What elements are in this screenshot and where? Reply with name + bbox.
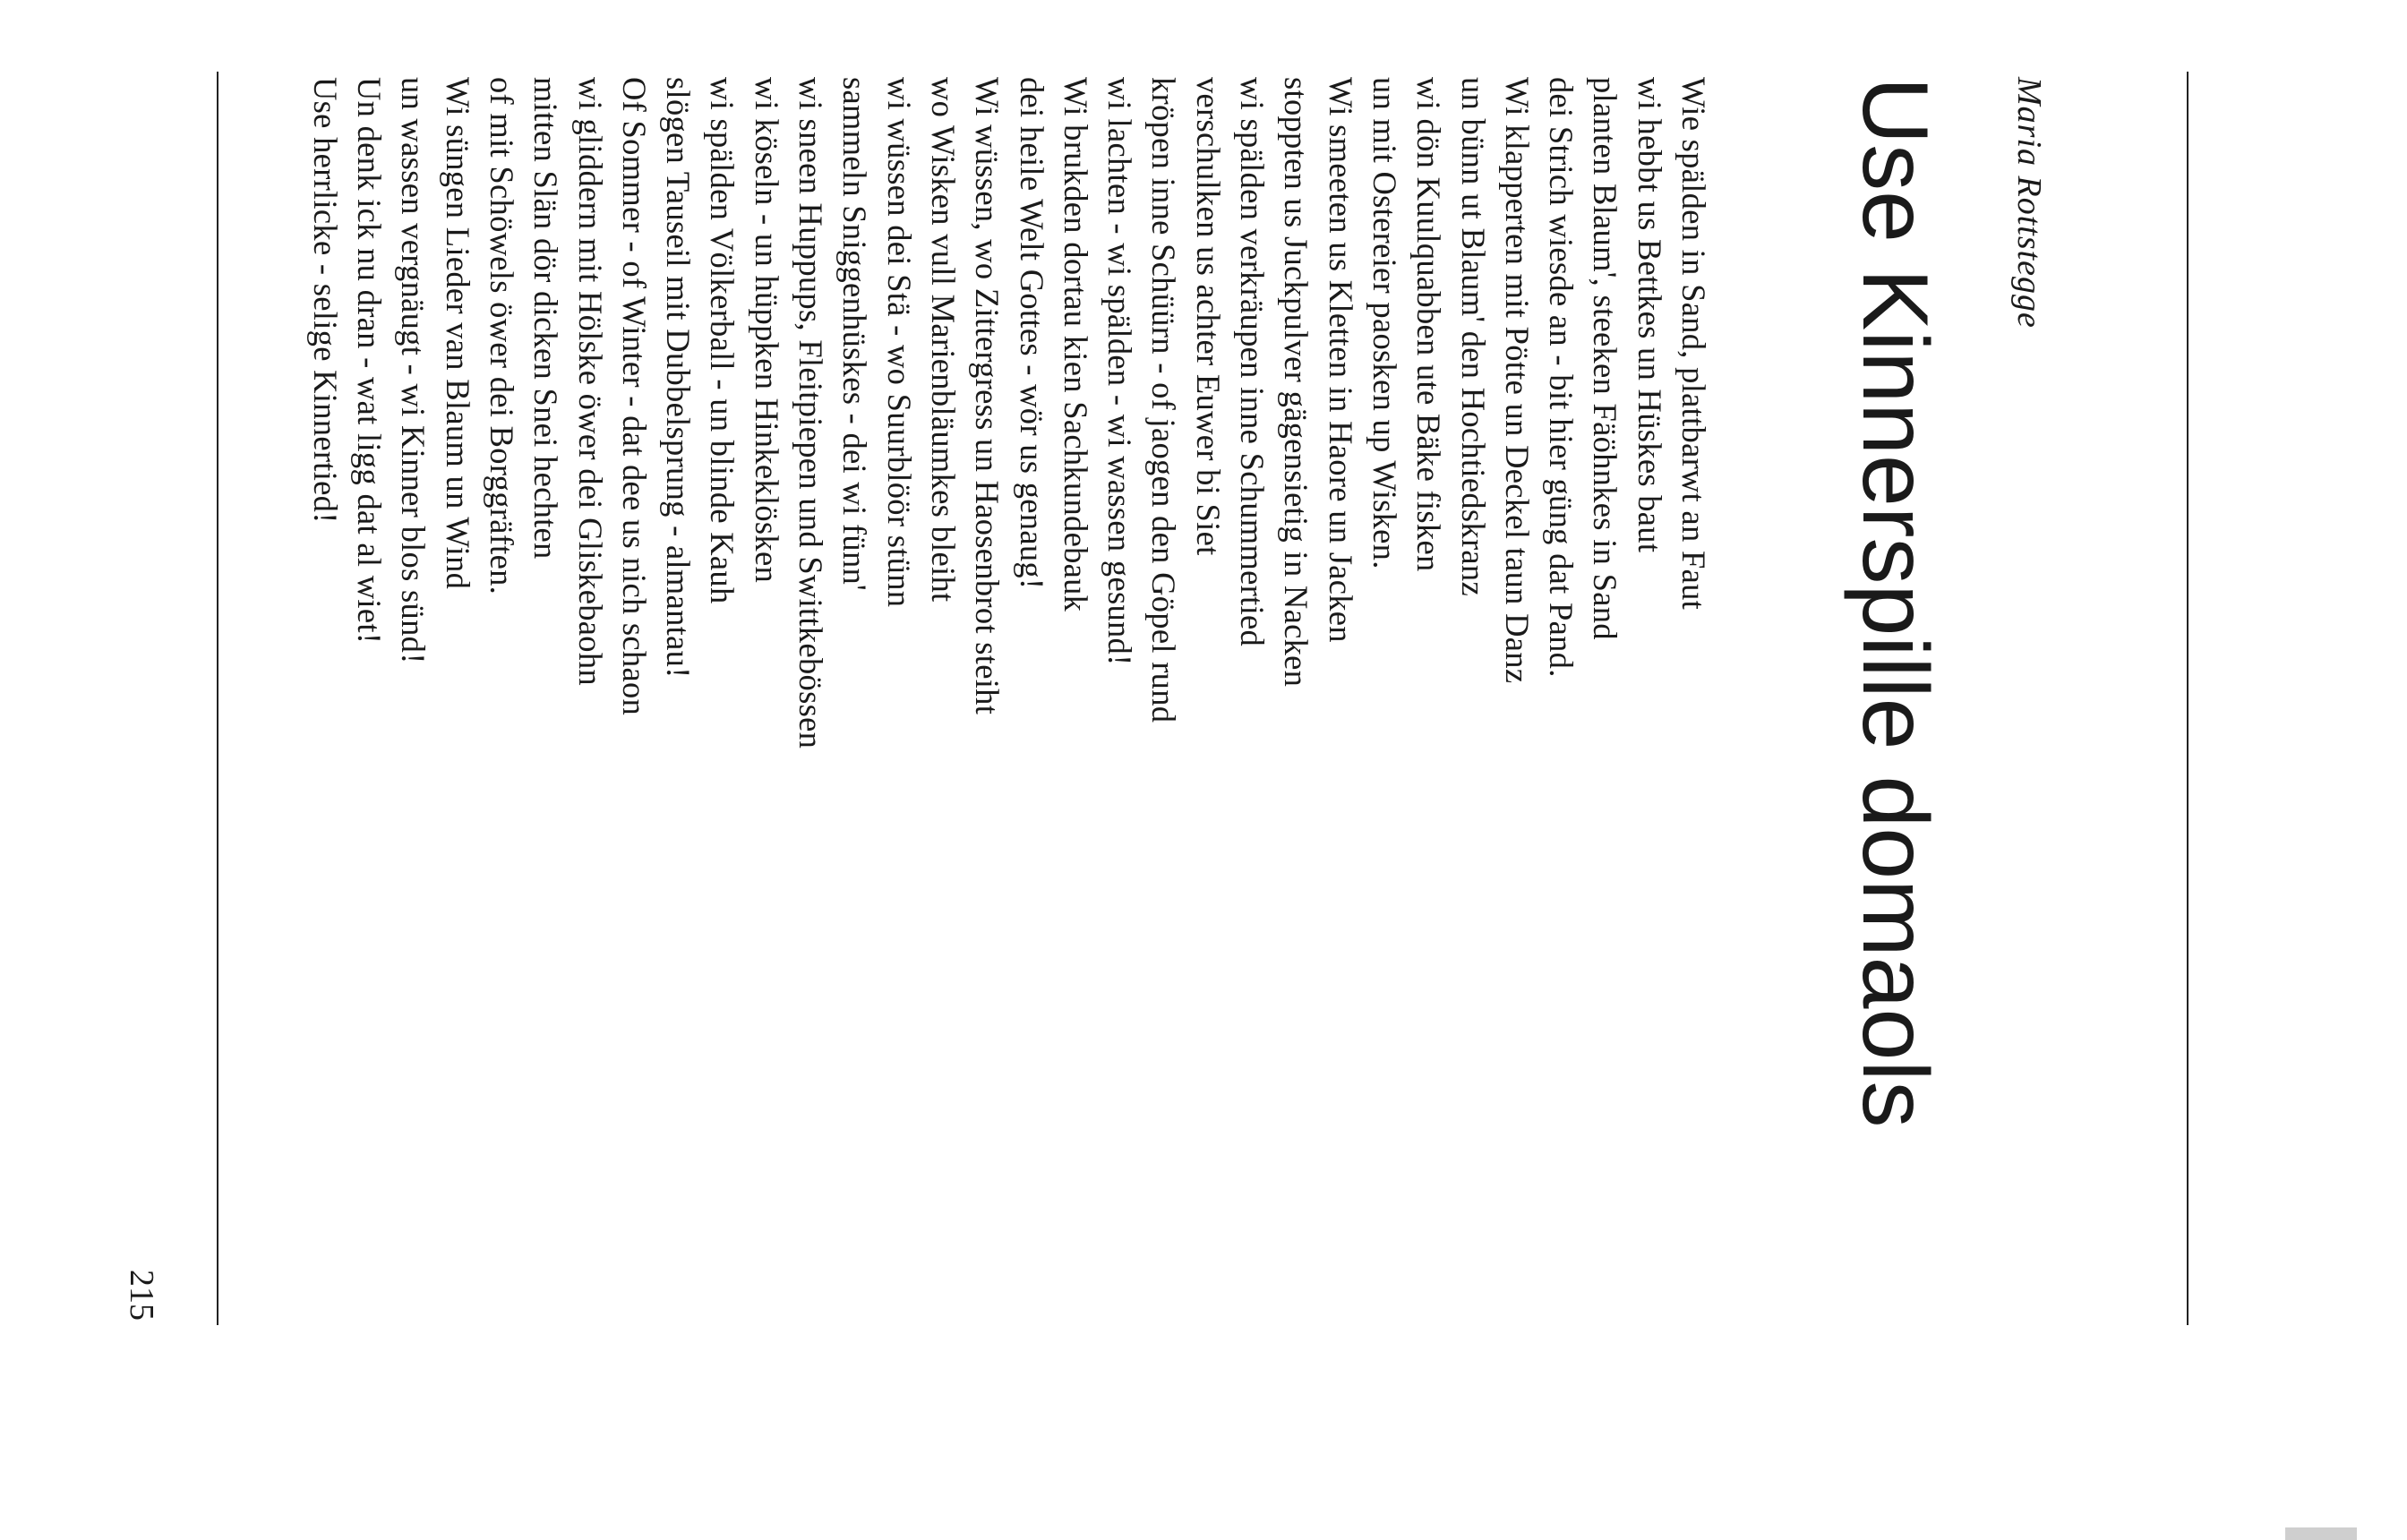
poem-line: un wassen vergnäugt - wi Kinner blos sünd! [395, 77, 433, 664]
poem-line: wi hebbt us Bettkes un Hüskes baut [1631, 77, 1668, 553]
poem-line: wi köseln - un hüppken Hinkeklösken [748, 77, 785, 584]
poem-line: Wi smeeten us Kletten in Haore un Jacken [1322, 77, 1359, 643]
poem-line: sammeln Sniggenhüskes - dei wi fünn' [836, 77, 874, 591]
poem-line: of mit Schöwels öwer dei Borggräften. [483, 77, 520, 595]
poem-line: wi wüssen dei Stä - wo Suurblöör stünn [880, 77, 918, 608]
poem-line: dei heile Welt Gottes - wör us genaug! [1013, 77, 1050, 590]
page-edge-mark [2285, 1527, 2357, 1540]
bottom-rule [217, 72, 218, 1325]
poem-line: dei Strich wiesde an - bit hier güng dat Pand. [1543, 77, 1580, 678]
poem-line: kröpen inne Schüürn - of jaogen den Göpel rund [1145, 77, 1183, 723]
poem-line: wo Wisken vull Marienbläumkes bleiht [924, 77, 962, 603]
poem-line: un bünn ut Blaum' den Hochtiedskranz [1454, 77, 1492, 596]
poem-line: planten Blaum', steeken Fäöhnkes in Sand [1587, 77, 1624, 640]
poem-line: wi spälden Völkerball - un blinde Kauh [704, 77, 741, 604]
poem-line: Wi wüssen, wo Zittergress un Haosenbrot steiht [969, 77, 1006, 715]
poem-line: Wi klapperten mit Pötte un Deckel taun Danz [1498, 77, 1536, 684]
poem-line: un mit Ostereier paosken up Wisken. [1366, 77, 1403, 569]
poem-line: Use herrlicke - selige Kinnertied! [306, 77, 344, 524]
poem-line: wi gliddern mit Hölske öwer dei Gliskebaohn [571, 77, 609, 686]
poem-line: wi spälden verkräupen inne Schummertied [1234, 77, 1272, 647]
poem-line: Un denk ick nu dran - wat ligg dat al wiet! [351, 77, 389, 645]
poem-line: Wie spälden in Sand, plattbarwt an Faut [1675, 77, 1712, 611]
author-name: Maria Rottstegge [2010, 77, 2048, 329]
poem-line: stoppten us Juckpulver gägensietig in Nacken [1278, 77, 1315, 688]
poem-line: Wi brukden dortau kien Sachkundebauk [1057, 77, 1094, 612]
page-number: 215 [123, 1270, 160, 1321]
poem-line: wi sneen Huppups, Fleitpiepen und Swittkebössen [792, 77, 830, 749]
poem-line: verschulken us achter Euwer bi Siet [1189, 77, 1227, 556]
poem-line: Of Sommer - of Winter - dat dee us nich schaon [615, 77, 653, 716]
poem-line: wi dön Kuulquabben ute Bäke fisken [1410, 77, 1448, 572]
poem-line: wi lachten - wi spälden - wi wassen gesund! [1101, 77, 1139, 666]
top-rule [2187, 72, 2189, 1325]
poem-line: Wi süngen Lieder van Blaum un Wind [439, 77, 476, 590]
poem-line: slögen Tauseil mit Dubbelsprung - almantau! [660, 77, 698, 679]
poem-body [304, 77, 1717, 1277]
poem-title: Use Kinnerspille domaols [1843, 77, 1947, 1128]
poem-line: mitten Slän dör dicken Snei hechten [527, 77, 565, 560]
